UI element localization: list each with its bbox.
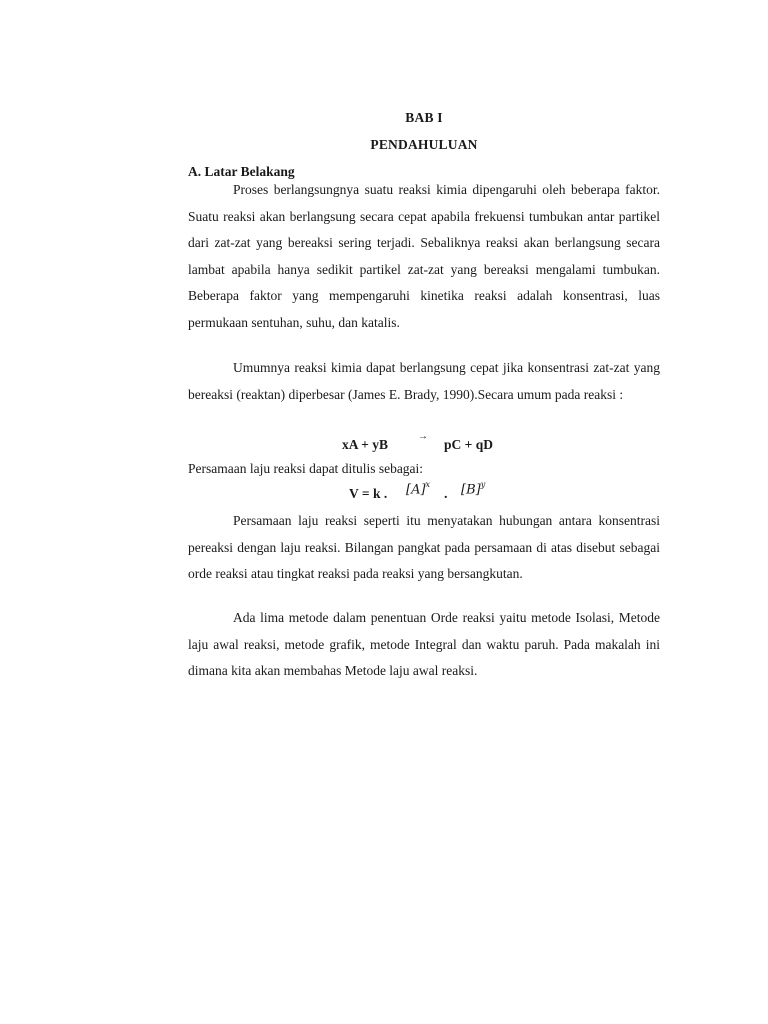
reaction-arrow: →: [418, 431, 428, 442]
reaction-products: pC + qD: [444, 437, 493, 452]
chapter-number: BAB I: [405, 110, 443, 125]
paragraph-1: Proses berlangsungnya suatu reaksi kimia dipengaruhi oleh beberapa faktor. Suatu reaksi akan berlangsung secara cepat apabila frekuensi tumbukan antar partikel dari zat-zat yang bereaksi sering terjadi. Sebaliknya reaksi akan berlangsung secara lambat apabila hanya sedikit partikel zat-zat yang bereaksi mengalami tumbukan. Beberapa faktor yang mempengaruhi kinetika reaksi adalah konsentrasi, luas permukaan sentuhan, suhu, dan katalis.: [188, 182, 660, 330]
paragraph-2: Umumnya reaksi kimia dapat berlangsung cepat jika konsentrasi zat-zat yang bereaksi (reaktan) diperbesar (James E. Brady, 1990).Secara umum pada reaksi :: [188, 360, 660, 402]
rate-dot: .: [444, 487, 448, 502]
section-heading: A. Latar Belakang: [188, 164, 295, 179]
rate-term-b: $[B]^y$: [461, 480, 486, 498]
paragraph-4: Persamaan laju reaksi seperti itu menyatakan hubungan antara konsentrasi pereaksi dengan laju reaksi. Bilangan pangkat pada persamaan di atas disebut sebagai orde reaksi atau tingkat reaksi pada reaksi yang bersangkutan.: [188, 513, 660, 582]
chapter-title: PENDAHULUAN: [370, 137, 478, 152]
rate-equation-lhs: V = k .: [349, 486, 388, 501]
paragraph-3: Persamaan laju reaksi dapat ditulis sebagai:: [188, 461, 424, 476]
reaction-reactants: xA + yB: [342, 437, 388, 452]
paragraph-5: Ada lima metode dalam penentuan Orde reaksi yaitu metode Isolasi, Metode laju awal reaksi, metode grafik, metode Integral dan waktu paruh. Pada makalah ini dimana kita akan membahas Metode laju awal reaksi.: [188, 610, 660, 679]
rate-term-a: $[A]^x$: [406, 480, 431, 498]
